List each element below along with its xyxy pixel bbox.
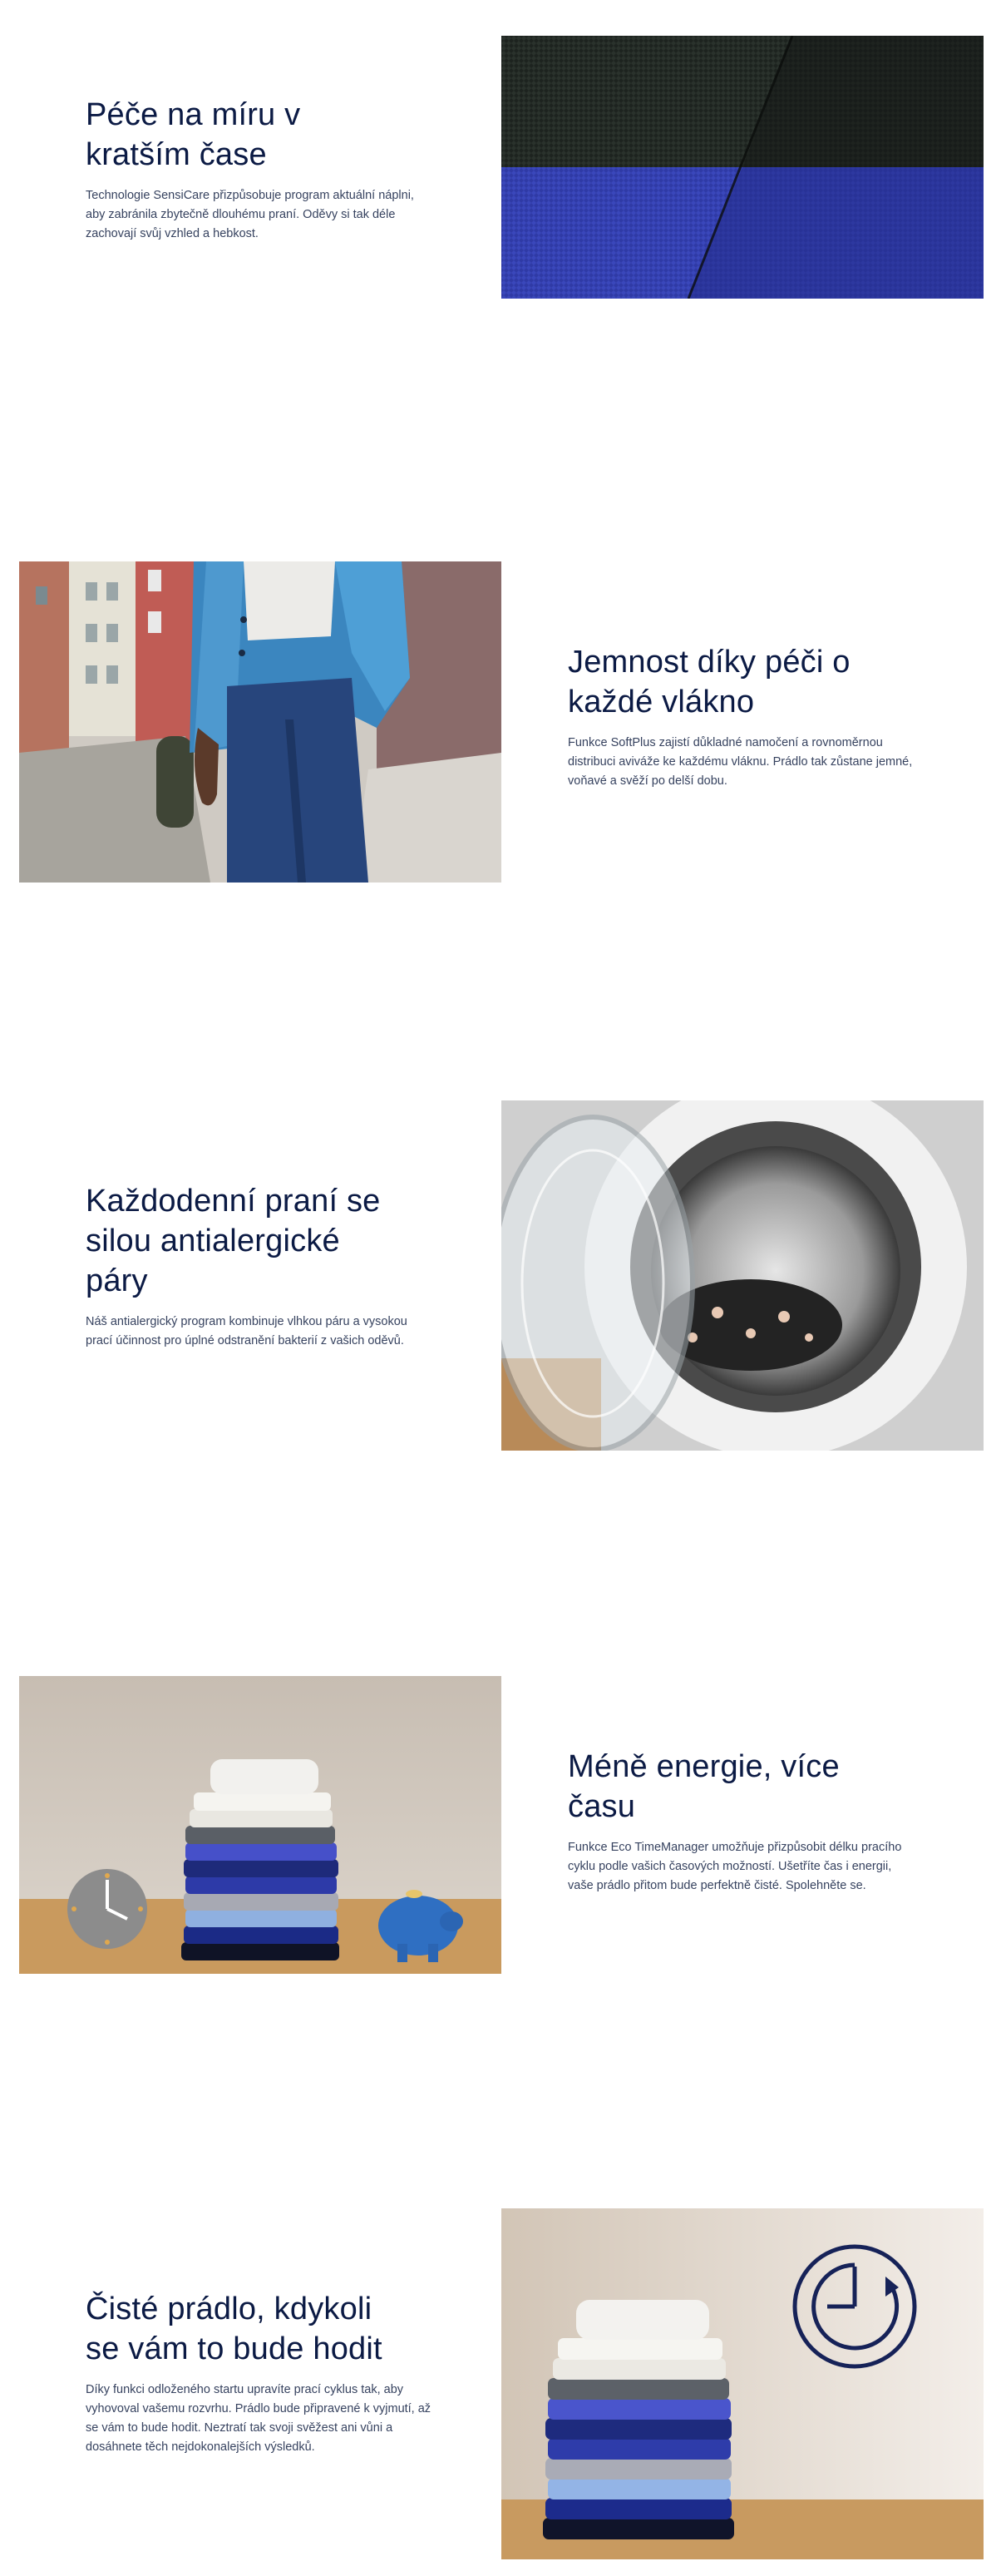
feature-description: Díky funkci odloženého startu upravíte prací cyklus tak, aby vyhovoval vašemu rozvrhu. Prádlo bude připravené k vyjmutí, až se vám to bude hodit. Neztratí tak svoji svěžest ani vůni a dosáhnete těch nejdokonalejších výsledků. xyxy=(86,2383,431,2454)
feature-title: Čisté prádlo, kdykoli se vám to bude hodit xyxy=(86,2292,382,2366)
feature-softplus xyxy=(0,532,1001,898)
feature-sensicare xyxy=(0,0,1001,316)
feature-title: Méně energie, více času xyxy=(568,1749,840,1824)
feature-description: Technologie SensiCare přizpůsobuje program aktuální náplni, aby zabránila zbytečně dlouhému praní. Oděvy si tak déle zachovají svůj vzhled a hebkost. xyxy=(86,189,414,240)
feature-text xyxy=(86,95,435,244)
feature-text xyxy=(568,1747,917,1896)
feature-title: Péče na míru v kratším čase xyxy=(86,97,301,172)
feature-description: Náš antialergický program kombinuje vlhkou páru a vysokou prací účinnost pro úplné odstranění bakterií z vašich oděvů. xyxy=(86,1315,407,1347)
feature-text xyxy=(568,642,917,791)
feature-text xyxy=(86,1181,435,1351)
washing-drum-image xyxy=(501,1100,984,1451)
denim-jacket-image xyxy=(19,561,501,883)
feature-delayed-start xyxy=(0,2196,1001,2576)
folded-clothes-piggybank-image xyxy=(19,1676,501,1974)
feature-text xyxy=(86,2289,443,2457)
feature-description: Funkce SoftPlus zajistí důkladné namočení a rovnoměrnou distribuci aviváže ke každému vláknu. Prádlo tak zůstane jemné, voňavé a svěží po delší dobu. xyxy=(568,736,913,788)
feature-title: Každodenní praní se silou antialergické páry xyxy=(86,1184,381,1298)
clothes-clock-image xyxy=(501,2208,984,2559)
feature-description: Funkce Eco TimeManager umožňuje přizpůsobit délku pracího cyklu podle vašich časových možností. Ušetříte čas i energii, vaše prádlo přitom bude perfektně čisté. Spolehněte se. xyxy=(568,1841,902,1892)
feature-steam xyxy=(0,1081,1001,1481)
fabric-image xyxy=(501,36,984,299)
feature-eco-timemanager xyxy=(0,1664,1001,2013)
feature-title: Jemnost díky péči o každé vlákno xyxy=(568,645,851,719)
